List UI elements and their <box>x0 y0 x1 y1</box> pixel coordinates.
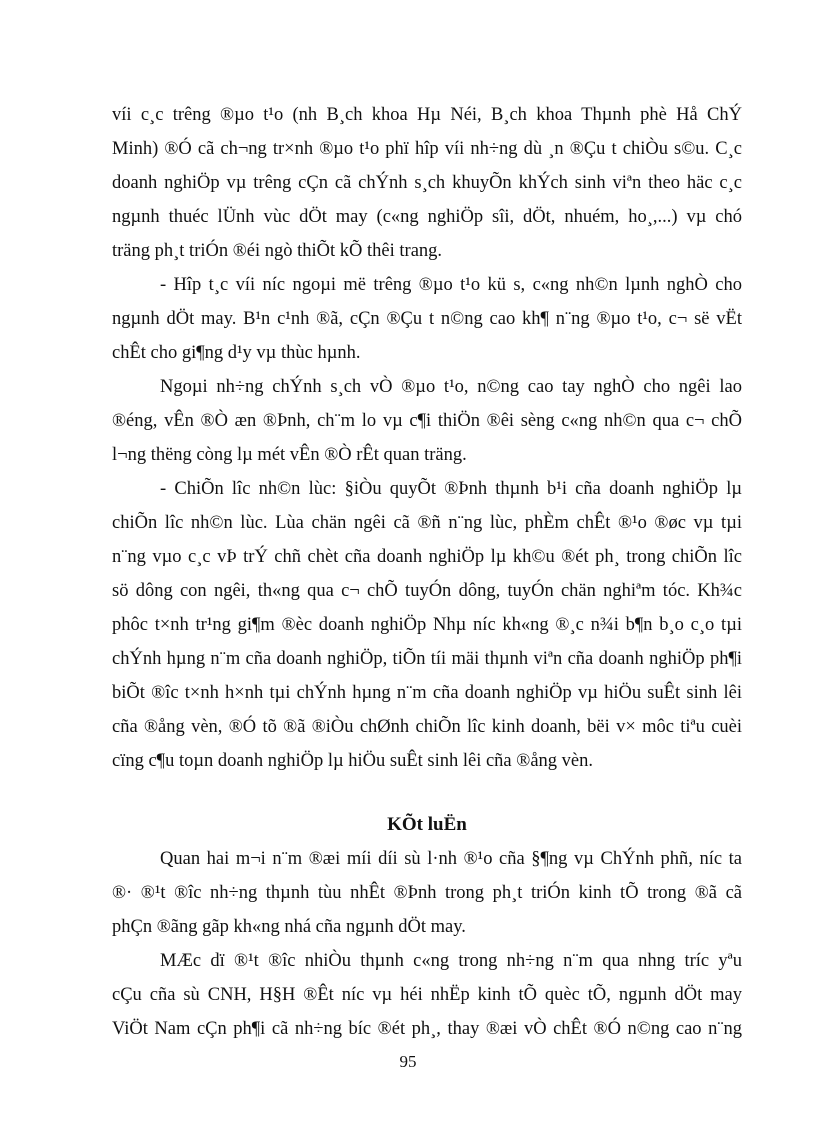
text-line: n¨ng vµo c¸c vÞ trÝ chñ chèt cña doanh nghiÖp lµ kh©u ®ét ph¸ trong chiÕn lîc <box>112 547 742 567</box>
text-line: ngµnh dÖt may. B¹n c¹nh ®ã, cÇn ®Çu t n©ng cao kh¶ n¨ng ®µo t¹o, c¬ së vËt <box>112 309 742 329</box>
text-line: - Hîp t¸c víi níc ngoµi më trêng ®µo t¹o kü s, c«ng nh©n lµnh nghÒ cho <box>160 275 742 295</box>
text-line: - ChiÕn lîc nh©n lùc: §iÒu quyÕt ®Þnh thµnh b¹i cña doanh nghiÖp lµ <box>160 479 742 499</box>
body-text <box>112 98 742 1046</box>
paragraph-block <box>112 98 742 778</box>
text-line: träng ph¸t triÓn ®éi ngò thiÕt kÕ thêi trang. <box>112 241 443 261</box>
text-line: Quan hai m¬i n¨m ®æi míi díi sù l·nh ®¹o cña §¶ng vµ ChÝnh phñ, níc ta <box>160 849 742 869</box>
text-line: ngµnh thuéc lÜnh vùc dÖt may (c«ng nghiÖp sîi, dÖt, nhuém, ho¸,...) vµ chó <box>112 207 742 227</box>
text-line: chiÕn lîc nh©n lùc. Lùa chän ngêi cã ®ñ n¨ng lùc, phÈm chÊt ®¹o ®øc vµ tµi <box>112 513 742 533</box>
text-line: Minh) ®Ó cã ch¬ng tr×nh ®µo t¹o phï hîp víi nh÷ng dù ¸n ®Çu t chiÒu s©u. C¸c <box>112 139 742 159</box>
text-line: l¬ng thëng còng lµ mét vÊn ®Ò rÊt quan träng. <box>112 445 467 465</box>
section-heading: KÕt luËn <box>387 814 467 835</box>
text-line: cïng c¶u toµn doanh nghiÖp lµ hiÖu suÊt sinh lêi cña ®ång vèn. <box>112 751 593 771</box>
text-line: phôc t×nh tr¹ng gi¶m ®èc doanh nghiÖp Nhµ níc kh«ng ®¸c n¾i b¶n b¸o c¸o tµi <box>112 615 742 635</box>
page-number: 95 <box>399 1052 417 1071</box>
paragraph-block <box>112 842 742 1046</box>
text-line: doanh nghiÖp vµ trêng cÇn cã chÝnh s¸ch khuyÕn khÝch sinh viªn theo häc c¸c <box>112 173 742 193</box>
text-line: sö dông con ngêi, th«ng qua c¬ chÕ tuyÓn dông, tuyÓn chän nghiªm tóc. Kh¾c <box>112 581 742 601</box>
text-line: chÊt cho gi¶ng d¹y vµ thùc hµnh. <box>112 343 361 363</box>
text-line: víi c¸c trêng ®µo t¹o (nh B¸ch khoa Hµ Néi, B¸ch khoa Thµnh phè Hå ChÝ <box>112 105 742 125</box>
text-line: biÕt ®îc t×nh h×nh tµi chÝnh hµng n¨m cña doanh nghiÖp vµ hiÖu suÊt sinh lêi <box>112 683 742 703</box>
text-line: cña ®ång vèn, ®Ó tõ ®ã ®iÒu chØnh chiÕn lîc kinh doanh, bëi v× môc tiªu cuèi <box>112 717 742 737</box>
text-line: ®éng, vÊn ®Ò æn ®Þnh, ch¨m lo vµ c¶i thiÖn ®êi sèng c«ng nh©n qua c¬ chÕ <box>112 411 742 431</box>
text-line: ViÖt Nam cÇn ph¶i cã nh÷ng bíc ®ét ph¸, thay ®æi vÒ chÊt ®Ó n©ng cao n¨ng <box>112 1019 742 1039</box>
text-line: MÆc dï ®¹t ®îc nhiÒu thµnh c«ng trong nh÷ng n¨m qua nhng tríc yªu <box>160 951 742 971</box>
text-line: cÇu cña sù CNH, H§H ®Êt níc vµ héi nhËp kinh tÕ quèc tÕ, ngµnh dÖt may <box>112 985 742 1005</box>
text-line: Ngoµi nh÷ng chÝnh s¸ch vÒ ®µo t¹o, n©ng cao tay nghÒ cho ngêi lao <box>160 377 742 397</box>
text-line: ®· ®¹t ®îc nh÷ng thµnh tùu nhÊt ®Þnh trong ph¸t triÓn kinh tÕ trong ®ã cã <box>112 883 742 903</box>
text-line: phÇn ®ãng gãp kh«ng nhá cña ngµnh dÖt may. <box>112 917 466 937</box>
text-line: chÝnh hµng n¨m cña doanh nghiÖp, tiÕn tíi mäi thµnh viªn cña doanh nghiÖp ph¶i <box>112 649 742 669</box>
